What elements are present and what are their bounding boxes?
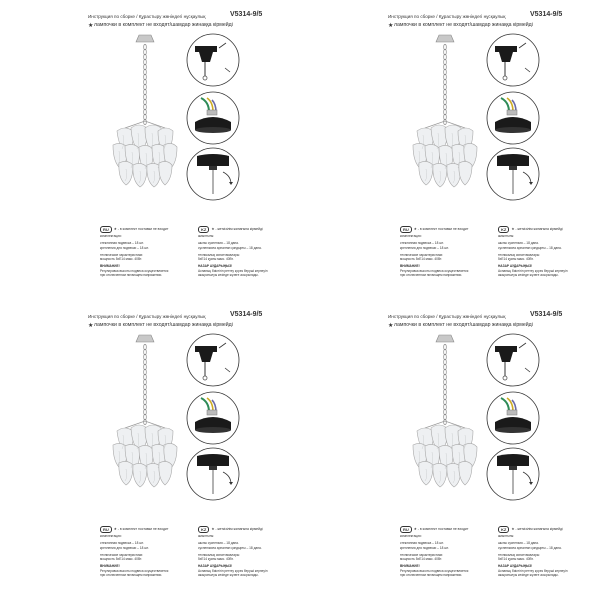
kz-warning-heading: НАЗАР АУДАРЫҢЫЗ! xyxy=(498,264,533,269)
kz-badge: KZ xyxy=(198,226,209,233)
ru-warning-heading: ВНИМАНИЕ! xyxy=(100,564,120,569)
kz-badge: KZ xyxy=(498,226,509,233)
chandelier-illustration xyxy=(395,333,495,538)
instruction-sheet xyxy=(0,0,300,300)
kz-warning-heading: НАЗАР АУДАРЫҢЫЗ! xyxy=(198,264,233,269)
step-3-canopy-illustration xyxy=(485,446,541,502)
sheet-title: Инструкция по сборке / Құрастыру жөніндегі нұсқаулық xyxy=(388,314,506,319)
kz-badge: KZ xyxy=(198,526,209,533)
ru-complect-heading: комплектация: xyxy=(100,534,122,538)
ru-item-2: крепления для подвески – 18 шт. xyxy=(400,545,449,550)
chandelier-illustration xyxy=(395,33,495,238)
sheet-title: Инструкция по сборке / Құрастыру жөніндегі нұсқаулық xyxy=(88,14,206,19)
ru-tech-value: мощность 5xE14 макс. 40Вт. xyxy=(100,257,142,262)
kz-legend: ★ - жеткізілім жинағына кірмейді xyxy=(211,527,263,532)
model-number: V5314-9/5 xyxy=(230,311,263,318)
step-3-canopy-illustration xyxy=(185,446,241,502)
sheet-title: Инструкция по сборке / Құрастыру жөніндегі нұсқаулық xyxy=(88,314,206,319)
kz-column xyxy=(498,525,593,577)
star-icon: ★ xyxy=(88,23,94,29)
ru-tech-value: мощность 5xE14 макс. 40Вт. xyxy=(400,557,442,562)
kz-badge: KZ xyxy=(498,526,509,533)
kz-warning-heading: НАЗАР АУДАРЫҢЫЗ! xyxy=(198,564,233,569)
ru-tech-value: мощность 5xE14 макс. 40Вт. xyxy=(100,557,142,562)
ru-item-1: стеклянная подвеска – 18 шт. xyxy=(100,541,144,546)
kz-tech-value: 5xE14 қуаты макс. 40Вт. xyxy=(498,257,534,262)
ru-complect-heading: комплектация: xyxy=(400,534,422,538)
kz-tech-heading: техникалық сипаттамалары: xyxy=(198,252,240,257)
ru-warning-1: Регулировка высоты подвеса осуществляется xyxy=(100,568,169,573)
kz-tech-value: 5xE14 қуаты макс. 40Вт. xyxy=(198,557,234,562)
step-1-mount-illustration xyxy=(185,32,241,88)
ru-badge: RU xyxy=(100,226,112,233)
ru-legend: ★ - в комплект поставки не входит xyxy=(413,227,469,232)
ru-legend: ★ - в комплект поставки не входит xyxy=(113,227,169,232)
chandelier-illustration xyxy=(95,333,195,538)
step-2-wiring-illustration xyxy=(485,390,541,446)
kz-item-2: суспензияға арналған қондырғы – 18 дана. xyxy=(198,545,262,550)
kz-warning-1: Аспаның биіктігін реттеу қорек берушi кернеуiн xyxy=(498,568,568,573)
step-2-wiring-illustration xyxy=(185,390,241,446)
kz-warning-2: ажыратылуы кезiнде жүзеге асырылады. xyxy=(198,273,259,278)
kz-column xyxy=(198,225,293,277)
ru-warning-2: при отключенном питающем напряжении. xyxy=(100,273,163,278)
kz-tech-value: 5xE14 қуаты макс. 40Вт. xyxy=(498,557,534,562)
kz-complect-heading: жиынтығы: xyxy=(498,534,515,538)
ru-complect-heading: комплектация: xyxy=(400,234,422,238)
kz-tech-heading: техникалық сипаттамалары: xyxy=(198,552,240,557)
bulbs-note: лампочки в комплект не входят/шамдар жинаққа кірмейді xyxy=(94,22,233,28)
ru-tech-heading: технические характеристики: xyxy=(400,252,444,257)
step-2-wiring-illustration xyxy=(185,90,241,146)
ru-warning-2: при отключенном питающем напряжении. xyxy=(100,573,163,578)
bulbs-note: лампочки в комплект не входят/шамдар жинаққа кірмейді xyxy=(394,322,533,328)
kz-item-2: суспензияға арналған қондырғы – 18 дана. xyxy=(498,545,562,550)
specs-block xyxy=(100,225,300,300)
ru-badge: RU xyxy=(100,526,112,533)
ru-warning-2: при отключенном питающем напряжении. xyxy=(400,273,463,278)
kz-item-2: суспензияға арналған қондырғы – 18 дана. xyxy=(498,245,562,250)
ru-tech-value: мощность 5xE14 макс. 40Вт. xyxy=(400,257,442,262)
ru-item-1: стеклянная подвеска – 18 шт. xyxy=(400,541,444,546)
ru-legend: ★ - в комплект поставки не входит xyxy=(413,527,469,532)
ru-column xyxy=(400,225,495,277)
kz-item-1: шыны суспензия – 18 дана. xyxy=(198,241,239,246)
kz-complect-heading: жиынтығы: xyxy=(498,234,515,238)
ru-complect-heading: комплектация: xyxy=(100,234,122,238)
ru-warning-1: Регулировка высоты подвеса осуществляется xyxy=(400,268,469,273)
ru-warning-1: Регулировка высоты подвеса осуществляется xyxy=(400,568,469,573)
ru-tech-heading: технические характеристики: xyxy=(100,252,144,257)
kz-warning-1: Аспаның биіктігін реттеу қорек берушi кернеуiн xyxy=(498,268,568,273)
chandelier-illustration xyxy=(95,33,195,238)
kz-warning-1: Аспаның биіктігін реттеу қорек берушi кернеуiн xyxy=(198,268,268,273)
step-1-mount-illustration xyxy=(185,332,241,388)
star-icon: ★ xyxy=(388,323,394,329)
kz-item-1: шыны суспензия – 18 дана. xyxy=(198,541,239,546)
step-1-mount-illustration xyxy=(485,32,541,88)
kz-complect-heading: жиынтығы: xyxy=(198,234,215,238)
ru-warning-heading: ВНИМАНИЕ! xyxy=(100,264,120,269)
ru-item-2: крепления для подвески – 18 шт. xyxy=(100,245,149,250)
kz-warning-1: Аспаның биіктігін реттеу қорек берушi кернеуiн xyxy=(198,568,268,573)
ru-item-2: крепления для подвески – 18 шт. xyxy=(400,245,449,250)
kz-item-1: шыны суспензия – 18 дана. xyxy=(498,241,539,246)
instruction-sheet xyxy=(300,0,600,300)
ru-item-2: крепления для подвески – 18 шт. xyxy=(100,545,149,550)
ru-tech-heading: технические характеристики: xyxy=(400,552,444,557)
ru-badge: RU xyxy=(400,526,412,533)
kz-warning-2: ажыратылуы кезiнде жүзеге асырылады. xyxy=(198,573,259,578)
kz-warning-2: ажыратылуы кезiнде жүзеге асырылады. xyxy=(498,573,559,578)
ru-legend: ★ - в комплект поставки не входит xyxy=(113,527,169,532)
specs-block xyxy=(100,525,300,600)
ru-warning-heading: ВНИМАНИЕ! xyxy=(400,264,420,269)
ru-column xyxy=(100,225,195,277)
model-number: V5314-9/5 xyxy=(530,311,563,318)
kz-column xyxy=(498,225,593,277)
step-3-canopy-illustration xyxy=(185,146,241,202)
step-1-mount-illustration xyxy=(485,332,541,388)
kz-tech-value: 5xE14 қуаты макс. 40Вт. xyxy=(198,257,234,262)
kz-warning-heading: НАЗАР АУДАРЫҢЫЗ! xyxy=(498,564,533,569)
model-number: V5314-9/5 xyxy=(230,11,263,18)
ru-warning-heading: ВНИМАНИЕ! xyxy=(400,564,420,569)
kz-legend: ★ - жеткізілім жинағына кірмейді xyxy=(211,227,263,232)
instruction-sheet xyxy=(0,300,300,600)
kz-item-2: суспензияға арналған қондырғы – 18 дана. xyxy=(198,245,262,250)
ru-item-1: стеклянная подвеска – 18 шт. xyxy=(400,241,444,246)
bulbs-note: лампочки в комплект не входят/шамдар жинаққа кірмейді xyxy=(94,322,233,328)
kz-column xyxy=(198,525,293,577)
ru-column xyxy=(400,525,495,577)
kz-complect-heading: жиынтығы: xyxy=(198,534,215,538)
ru-tech-heading: технические характеристики: xyxy=(100,552,144,557)
kz-warning-2: ажыратылуы кезiнде жүзеге асырылады. xyxy=(498,273,559,278)
star-icon: ★ xyxy=(88,323,94,329)
kz-legend: ★ - жеткізілім жинағына кірмейді xyxy=(511,227,563,232)
bulbs-note: лампочки в комплект не входят/шамдар жинаққа кірмейді xyxy=(394,22,533,28)
ru-badge: RU xyxy=(400,226,412,233)
kz-tech-heading: техникалық сипаттамалары: xyxy=(498,552,540,557)
kz-item-1: шыны суспензия – 18 дана. xyxy=(498,541,539,546)
ru-column xyxy=(100,525,195,577)
kz-tech-heading: техникалық сипаттамалары: xyxy=(498,252,540,257)
model-number: V5314-9/5 xyxy=(530,11,563,18)
specs-block xyxy=(400,225,600,300)
ru-item-1: стеклянная подвеска – 18 шт. xyxy=(100,241,144,246)
sheet-title: Инструкция по сборке / Құрастыру жөніндегі нұсқаулық xyxy=(388,14,506,19)
kz-legend: ★ - жеткізілім жинағына кірмейді xyxy=(511,527,563,532)
star-icon: ★ xyxy=(388,23,394,29)
ru-warning-1: Регулировка высоты подвеса осуществляется xyxy=(100,268,169,273)
ru-warning-2: при отключенном питающем напряжении. xyxy=(400,573,463,578)
instruction-sheet xyxy=(300,300,600,600)
specs-block xyxy=(400,525,600,600)
step-2-wiring-illustration xyxy=(485,90,541,146)
step-3-canopy-illustration xyxy=(485,146,541,202)
